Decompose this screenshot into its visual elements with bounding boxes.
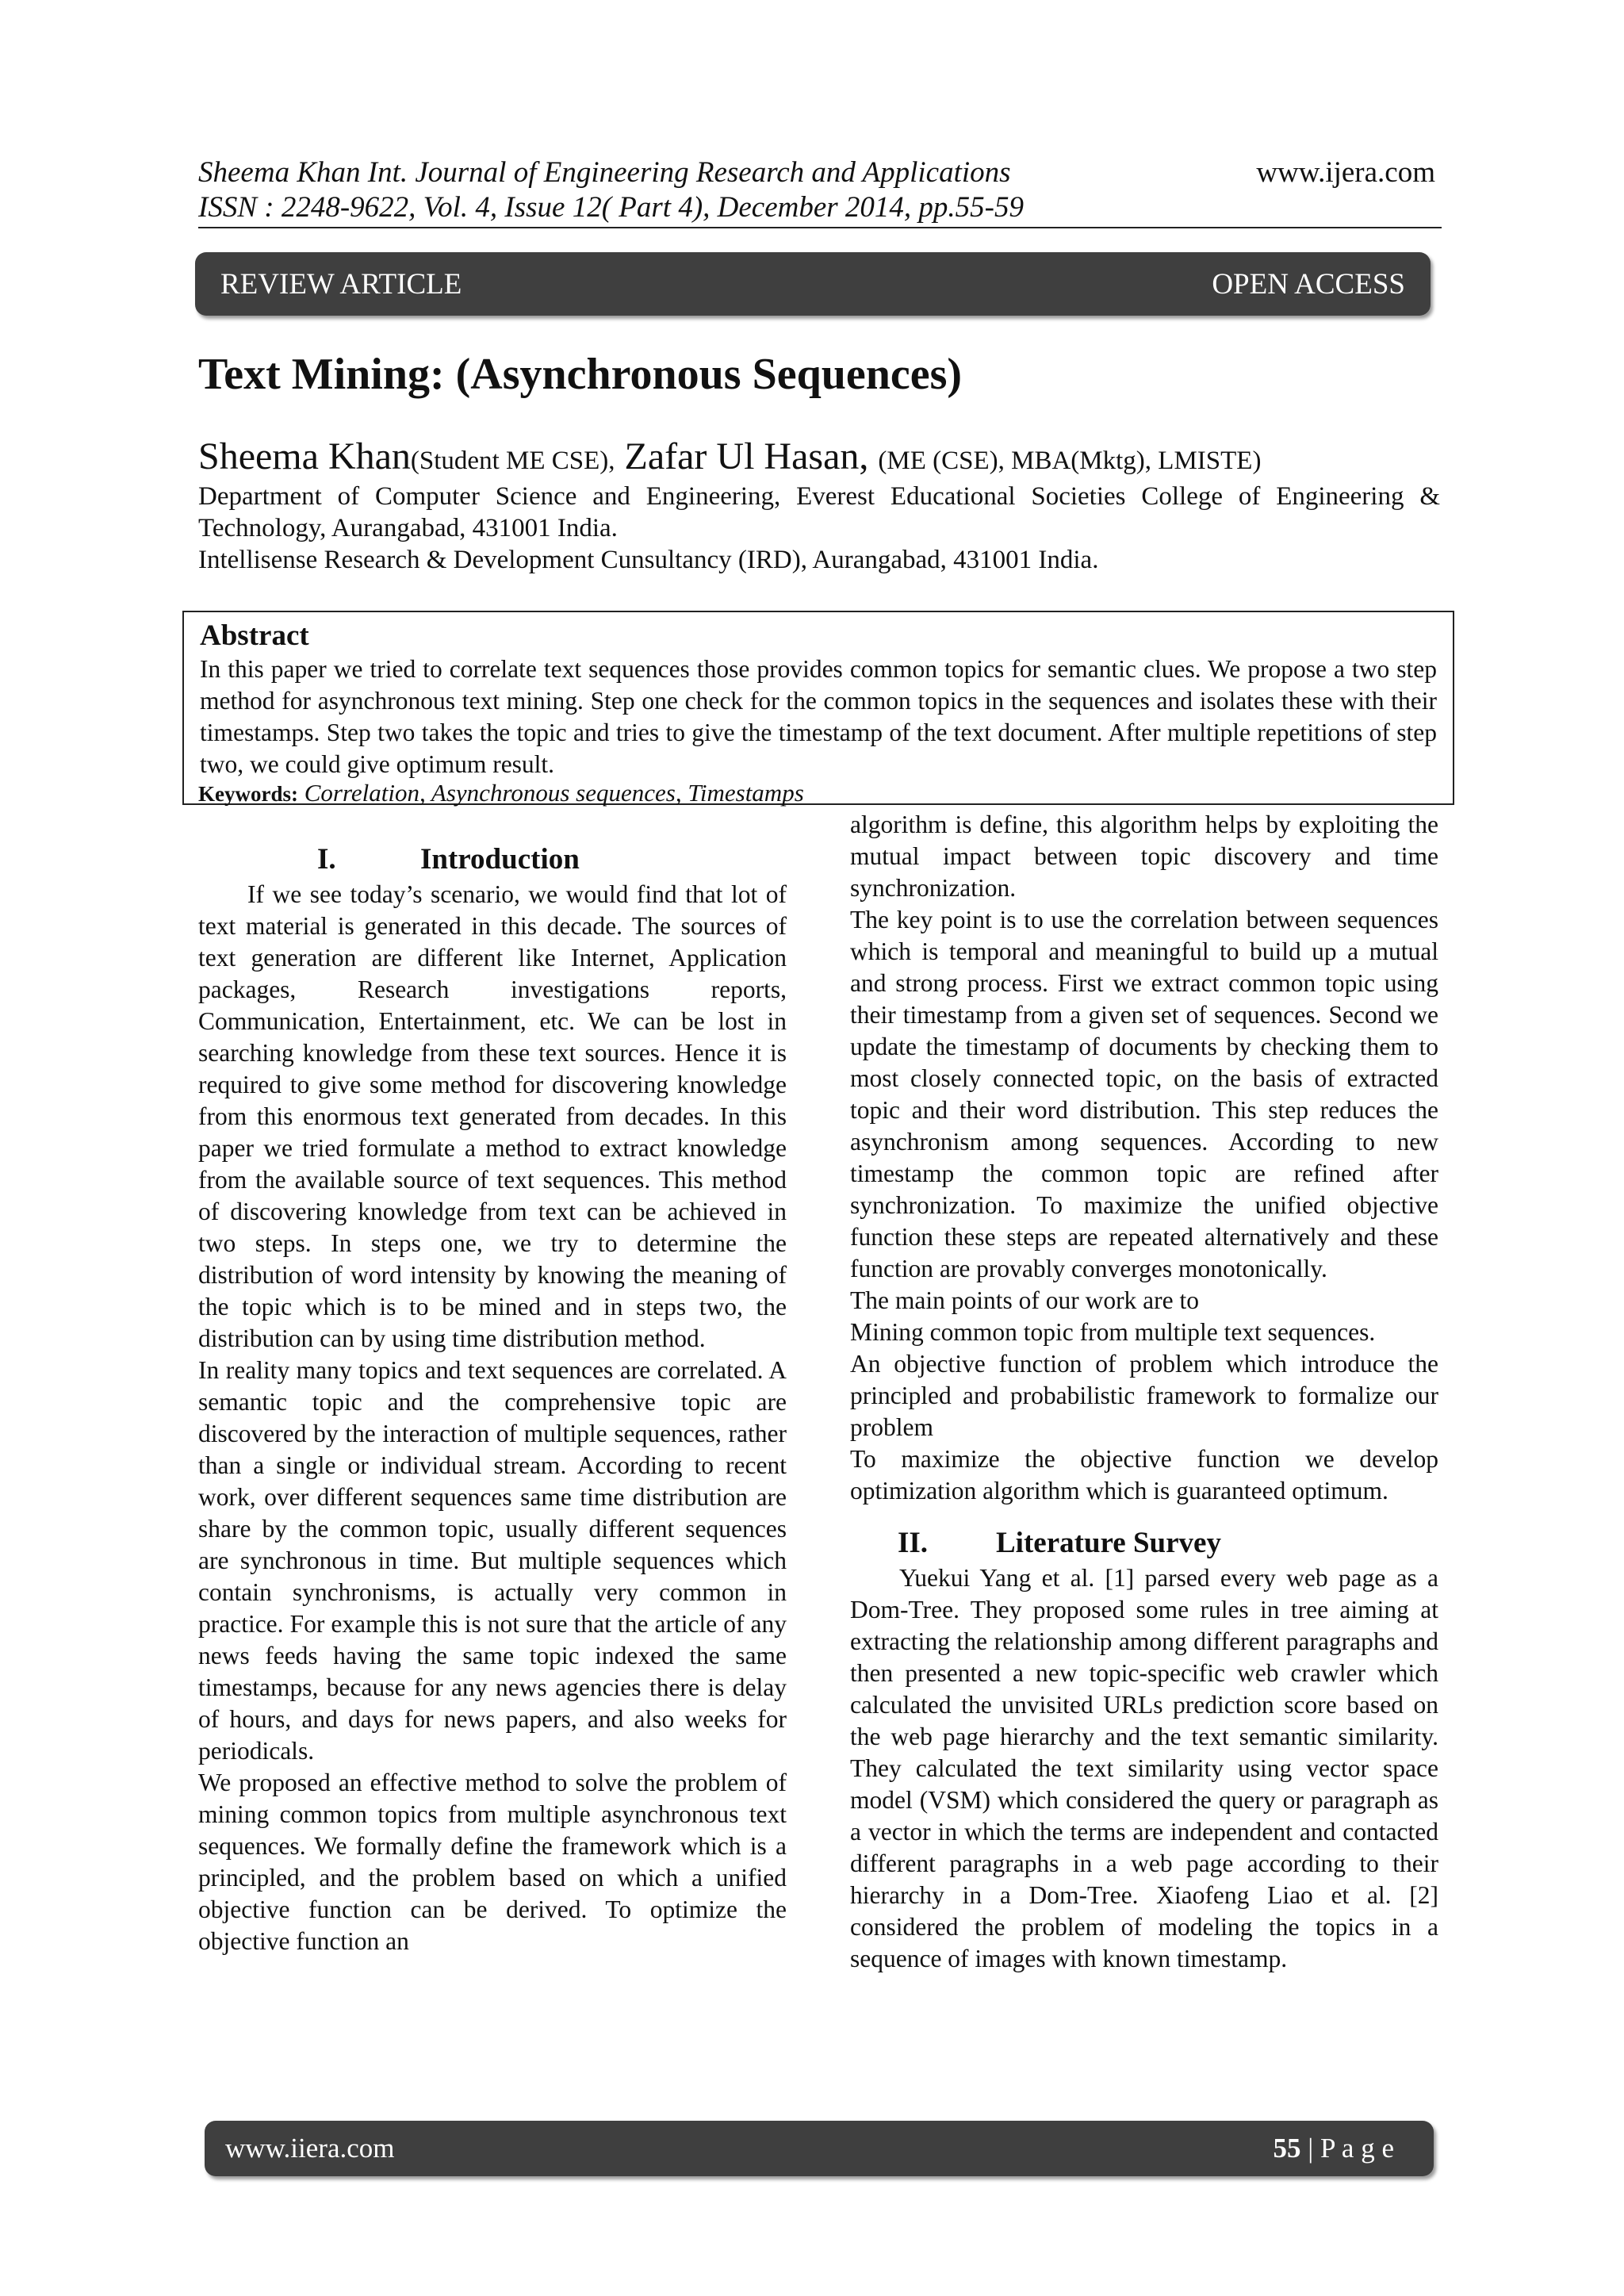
- affiliation-2: Intellisense Research & Development Cunsultancy (IRD), Aurangabad, 431001 India.: [198, 546, 1099, 574]
- intro-paragraph-3: We proposed an effective method to solve the problem of mining common topics from multiple asynchronous text sequences. We formally define the framework which is a principled, and the problem based on which a unified objective function can be derived. To optimize the objective function an: [198, 1769, 787, 1955]
- abstract-text: In this paper we tried to correlate text sequences those provides common topics for semantic clues. We propose a two step method for asynchronous text mining. Step one check for the common topics in the sequences and isolates these with their timestamps. Step two takes the topic and tries to give the timestamp of the text document. After multiple repetitions of step two, we could give optimum result.: [200, 655, 1437, 778]
- section-2-number: II.: [898, 1527, 929, 1559]
- footer-page-number: 55: [1273, 2133, 1301, 2164]
- article-type-banner: [195, 252, 1431, 316]
- right-paragraph-4: Mining common topic from multiple text sequences.: [850, 1318, 1376, 1346]
- footer-website[interactable]: www.iiera.com: [225, 2133, 395, 2164]
- section-2-title: Literature Survey: [996, 1527, 1221, 1559]
- right-paragraph-3: The main points of our work are to: [850, 1286, 1200, 1314]
- abstract-heading: Abstract: [200, 619, 309, 652]
- banner-review-article: REVIEW ARTICLE: [220, 267, 462, 301]
- author-2-name: Zafar Ul Hasan,: [624, 435, 869, 477]
- survey-paragraph-1: Yuekui Yang et al. [1] parsed every web page as a Dom-Tree. They proposed some rules in tree aiming at extracting the relationship among different paragraphs and then presented a new topic-specific web crawler which calculated the unvisited URLs prediction score based on the web page hierarchy and the text semantic similarity. They calculated the text similarity using vector space model (VSM) which considered the query or paragraph as a vector in which the terms are independent and contacted different paragraphs in a web page according to their hierarchy in a Dom-Tree. Xiaofeng Liao et al. [2] considered the problem of modeling the topics in a sequence of images with known timestamp.: [850, 1564, 1438, 1972]
- section-1-heading: [198, 841, 787, 879]
- abstract-box: [182, 611, 1454, 805]
- affiliation-1: Department of Computer Science and Engineering, Everest Educational Societies College of Engineering & Technology, Aurangabad, 431001 India.: [198, 482, 1440, 542]
- right-paragraph-6: To maximize the objective function we develop optimization algorithm which is guaranteed optimum.: [850, 1445, 1438, 1504]
- journal-line-1: Sheema Khan Int. Journal of Engineering Research and Applications: [198, 156, 1011, 189]
- section-2-heading: [850, 1524, 1438, 1562]
- keywords-line: [198, 777, 804, 810]
- right-paragraph-5: An objective function of problem which introduce the principled and probabilistic framework to formalize our problem: [850, 1350, 1438, 1441]
- author-1-name: Sheema Khan: [198, 435, 411, 477]
- section-1-title: Introduction: [420, 843, 580, 876]
- intro-paragraph-1: If we see today’s scenario, we would find that lot of text material is generated in this decade. The sources of text generation are different like Internet, Application packages, Research investigations reports, Communication, Entertainment, etc. We can be lost in searching knowledge from these text sources. Hence it is required to give some method for discovering knowledge from this enormous text generated from decades. In this paper we tried formulate a method to extract knowledge from the available source of text sequences. This method of discovering knowledge from text can be achieved in two steps. In steps one, we try to determine the distribution of word intensity by knowing the meaning of the topic which is to be mined and in steps two, the distribution can by using time distribution method.: [198, 880, 787, 1352]
- page-footer: [205, 2121, 1434, 2176]
- author-1-note: (Student ME CSE),: [410, 447, 615, 475]
- author-2-note: (ME (CSE), MBA(Mktg), LMISTE): [878, 447, 1262, 475]
- paper-title: Text Mining: (Asynchronous Sequences): [198, 350, 963, 399]
- section-1-number: I.: [317, 843, 336, 876]
- affiliations: [198, 481, 1440, 576]
- footer-page-info: [1274, 2133, 1395, 2164]
- header-divider: [198, 227, 1442, 228]
- keywords-value: Correlation, Asynchronous sequences, Timestamps: [304, 779, 804, 807]
- intro-paragraph-2: In reality many topics and text sequences are correlated. A semantic topic and the comprehensive topic are discovered by the interaction of multiple sequences, rather than a single or individual stream. According to recent work, over different sequences same time distribution are share by the common topic, usually different sequences are synchronous in time. But multiple sequences which contain synchronisms, is actually very common in practice. For example this is not sure that the article of any news feeds having the same topic indexed the same timestamps, because for any news agencies there is delay of hours, and days for news papers, and also weeks for periodicals.: [198, 1356, 787, 1765]
- right-column: [850, 809, 1438, 1975]
- right-paragraph-1: algorithm is define, this algorithm helps by exploiting the mutual impact between topic discovery and time synchronization.: [850, 811, 1438, 902]
- keywords-label: Keywords:: [198, 782, 298, 806]
- left-column: [198, 841, 787, 1957]
- right-paragraph-2: The key point is to use the correlation between sequences which is temporal and meaningful to build up a mutual and strong process. First we extract common topic using their timestamp from a given set of sequences. Second we update the timestamp of documents by checking them to most closely connected topic, on the basis of extracted topic and their word distribution. This step reduces the asynchronism among sequences. According to new timestamp the common topic are refined after synchronization. To maximize the unified objective function these steps are repeated alternatively and these function are provably converges monotonically.: [850, 906, 1438, 1282]
- header-website[interactable]: www.ijera.com: [1256, 156, 1435, 189]
- footer-page-label: | P a g e: [1308, 2133, 1394, 2164]
- banner-open-access: OPEN ACCESS: [1212, 267, 1405, 301]
- author-line: [198, 433, 1261, 485]
- journal-line-2: ISSN : 2248-9622, Vol. 4, Issue 12( Part 4), December 2014, pp.55-59: [198, 191, 1024, 224]
- journal-header: [198, 155, 1024, 225]
